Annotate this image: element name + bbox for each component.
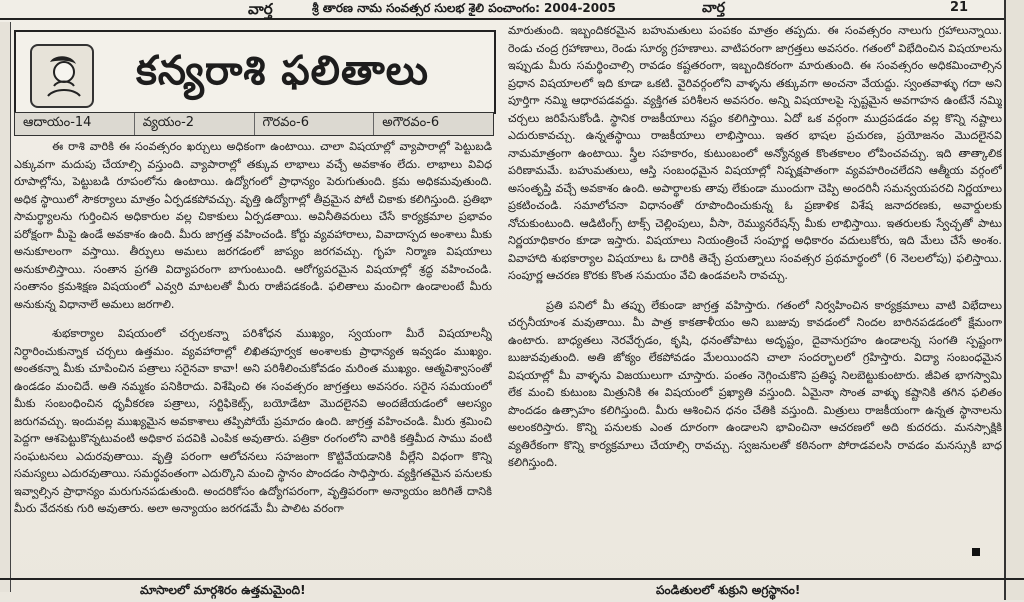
article-title: కన్యరాశి ఫలితాలు [136, 48, 429, 94]
article-end-mark [972, 548, 980, 556]
left-column [14, 138, 492, 568]
left-margin [0, 22, 11, 592]
honor-stat: గౌరవం-6 [255, 113, 375, 135]
paper-mark: వార్త [702, 0, 725, 16]
page-footer [0, 578, 1024, 602]
article-title-box [14, 30, 496, 114]
page-number: 21 [950, 0, 969, 15]
income-stat: ఆదాయం-14 [15, 113, 135, 135]
left-paragraph: శుభకార్యాల విషయంలో చర్చలకన్నా పరిశోధన ముఖ్యం, స్వయంగా మీరే విషయాలన్నీ నిర్ధారించుకున్నాక చర్చలు ఉత్తమం. వ్యవహారాల్లో లిఖితపూర్వక అంశాలకు ప్రాధాన్యత ఇవ్వడం ముఖ్యం. అంతకన్నా మీకు చూపించిన పత్రాలు సరైనవా కావా! అని పరిశీలించుకోవడం మరింత ముఖ్యం. ఆత్మవిశ్వాసంతో ఉండడం మంచిదే. అతి నమ్మకం పనికిరాదు. విశేషించి ఈ సంవత్సరం జాగ్రత్తలు అవసరం. సరైన సమయంలో మీకు సంబంధించిన ధృవీకరణ పత్రాలు, సర్టిఫికెట్స్, బయోడేటా మొదలైనవి అందజేయడంలో ఆలస్యం జరుగవచ్చు. ఇందువల్ల ముఖ్యమైన అవకాశాలు తప్పిపోయే ప్రమాదం ఉంది. జాగ్రత్త వహించండి. మీరు శ్రమించి పెద్దగా ఆశపెట్టుకొన్నటువంటి అధికార పదవికి ఎంపిక అవుతారు. పత్రికా రంగంలోని వారికి కత్తిమీద సాము వంటి సంఘటనలు ఎదురవుతాయి. వృత్తి పరంగా ఆలోచనలు సహజంగా కొట్టివేయడానికి వీల్లేని విధంగా కొన్ని సమస్యలు ఎదురవుతాయి. సమర్థవంతంగా ఎదుర్కొని మంచి స్థానం పొందడం సాధిస్తారు. వ్యక్తిగతమైన పనులకు ఇవ్వాల్సిన ప్రాధాన్యం మరుగునపడుతుంది. అందరికోసం ఉద్యోగపరంగా, వృత్తిపరంగా అన్యాయం జరిగితే దానికి మీరు వేదనకు గురి అవుతారు. అలా అన్యాయం జరగడమే మీ పాలిట వరంగా [14, 327, 492, 515]
expense-stat: వ్యయం-2 [135, 113, 255, 135]
right-paragraph: ప్రతి పనిలో మీ తప్పు లేకుండా జాగ్రత్త వహిస్తారు. గతంలో నిర్వహించిన కార్యక్రమాలు వాటి విభేదాలు చర్చనీయాంశ మవుతాయి. మీ పాత్ర కాకతాళీయం అని బుజువు కావడంలో నిందల బారినపడడంలో క్షేమంగా ఉంటారు. బాధ్యతలు నెరవేర్చడం, కృషి, ధనంతోపాటు అదృష్టం, దైవానుగ్రహం ఉండాలన్న సంగతి స్పష్టంగా బుజువవుతుంది. అతి జోక్యం లేకపోవడం మేలయిందని చాలా సందర్భాలలో గ్రహిస్తారు. విద్యా సంబంధమైన విషయాల్లో మీ వాళ్ళను విజయులుగా చూస్తారు. పంతం నెగ్గించుకొని ప్రతిష్ఠ నిలబెట్టుకుంటారు. జీవిత భాగస్వామి లేక మంచి కుటుంబ మిత్రునికి ఈ విషయంలో ప్రఖ్యాతి వస్తుంది. ఏమైనా సొంత వాళ్ళు కష్టానికి తగిన ఫలితం పొందడం ఉత్సాహం కలిగిస్తుంది. మీరు ఆశించిన ధనం చేతికి వస్తుంది. మిత్రులు రాజకీయంగా ఉన్నత స్థానాలను అలంకరిస్తారు. కొన్ని పనులకు ఎంత దూరంగా ఉండాలని భావించినా ఆచరణలో అది కుదరదు. మనస్సాక్షికి వ్యతిరేకంగా కొన్ని కార్యక్రమాలు చేయాల్సి రావచ్చు. స్వజనులతో కఠినంగా పోరాడవలసి రావడం మనస్సుకి బాధ కలిగిస్తుంది. [508, 298, 1002, 469]
left-paragraph: ఈ రాశి వారికి ఈ సంవత్సరం ఖర్చులు అధికంగా ఉంటాయి. చాలా విషయాల్లో వ్యాపారాల్లో పెట్టుబడి ఎక్కువగా మదుపు చేయాల్సి వస్తుంది. వ్యాపారాల్లో తక్కువ లాభాలు వచ్చే అవకాశం లేదు. లాభాలు వివిధ రూపాల్లోను, పెట్టుబడి రూపంలోను ఉంటాయి. ఉద్యోగంలో ప్రాధాన్యం పెరుగుతుంది. క్రమ అధికమవుతుంది. అధిక స్థాయిలో సౌకర్యాలు మాత్రం ఏర్పడకపోవచ్చు. వృత్తి ఉద్యోగాల్లో తీవ్రమైన పోటీ చికాకు కలిగిస్తుంది. ప్రతిభా సామర్థ్యాలను గుర్తించిన అధికారుల వల్ల చికాకులు ఏర్పడతాయి. అవినీతివరులు చేసే కార్యక్రమాల ప్రభావం పరోక్షంగా మీపై ఉండే అవకాశం ఉంది. మీరు జాగ్రత్త వహించండి. కోర్టు వ్యవహారాలు, వివాదాస్పద అంశాలు మీకు అనుకూలంగా వస్తాయి. తీర్పులు అమలు జరగడంలో జాప్యం జరగవచ్చు. గృహ నిర్మాణ విషయాలు అనుకూలిస్తాయి. సంతాన ప్రగతి విద్యాపరంగా బాగుంటుంది. ఆరోగ్యపరమైన విషయాల్లో శ్రద్ధ వహించండి. సంతానం క్రమశిక్షణ విషయంలో ఎవ్వరి మాటలతో మీరు రాజీపడకండి. ఫలితాలు మంచిగా ఉండాలంటే మీరు అనుకున్న విధానాలే అమలు జరగాలి. [14, 140, 492, 311]
footer-left-note: మాసాలలో మార్గశిరం ఉత్తమమైంది! [140, 583, 306, 597]
right-margin [1004, 0, 1024, 600]
right-paragraph: మారుతుంది. ఇబ్బందికరమైన బహుమతులు పంపకం మాత్రం తప్పదు. ఈ సంవత్సరం నాలుగు గ్రహాలున్నాయి. రెండు చంద్ర గ్రహాణాలు, రెండు సూర్య గ్రహణాలు. వాటిపరంగా జాగ్రత్తలు అవసరం. గతంలో విభేదించిన విషయాలను ఇప్పుడు మీరు సమర్థించాల్సి రావడం కష్టతరంగా, ఇబ్బందికరంగా మారుతుంది. ఈ సంవత్సరం అధికమించాల్సిన ప్రధాన విషయాలలో ఇది కూడా ఒకటి. వైరివర్గంలోని వాళ్ళను తక్కువగా అంచనా వేయద్దు. స్వంతవాళ్ళు గదా అని పూర్తిగా నమ్మి ఆధారపడవద్దు. వ్యక్తిగత పరిశీలన అవసరం. అన్ని విషయాలపై స్పష్టమైన అవగాహన ఉంటేనే నమ్మి చర్చలు జరిపేసుకోండి. స్థానిక రాజకీయాలు నష్టం కలిగిస్తాయి. ఏదో ఒక వర్గంగా ముద్రపడడం వల్ల కొన్ని నష్టాలు ఎదురుకావచ్చు. ఉన్నతస్థాయి రాజకీయాలు లాభిస్తాయి. ఇతర భాషల ప్రచురణ, ప్రయోజనం మొదలైనవి నామమాత్రంగా ఉంటాయి. స్త్రీల సహకారం, కుటుంబంలో అన్యోన్యత కొంతకాలం లోపించవచ్చు. ఇది తాత్కాలిక పరిణామమే. బహుమతులు, ఆస్తి సంబంధమైన విషయాల్లో నిష్పక్షపాతంగా వ్యవహరించలేదని ఆత్మీయ వర్గంలో అసంతృప్తి వచ్చే అవకాశం ఉంది. అపార్థాలకు తావు లేకుండా ముందుగా చెప్పి అందరినీ సమన్వయపరచి నిర్ణయాలు ప్రకటించండి. సమాలోచనా విధానంతో రూపొందించుకున్న ఓ ప్రణాళిక విశేష జనాదరణకు, అవార్డులకు నోచుకుంటుంది. ఆడిటింగ్స్ టాక్స్ చెల్లింపులు, వీసా, రెమ్యునరేషన్స్ మీకు లాభిస్తాయి. ఇతరులకు స్వేచ్ఛతో పాటు నిర్ణయాధికారం కూడా ఇస్తారు. విషయాలు నియంత్రించే సంపూర్ణ అధికారం వదులుకోరు, ఇది మేలు చేసే అంశం. వివాహాది శుభకార్యాల విషయాలు ఓ దారికి తెచ్చే ప్రయత్నాలు సంవత్సర ప్రథమార్థంలో (6 నెలలలోపు) ఫలిస్తాయి. సంపూర్ణ ఆచరణ కొరకు కొంత సమయం వేచి ఉండవలసి రావచ్చు. [508, 24, 1002, 282]
virgo-maiden-icon [30, 44, 94, 108]
page-header [0, 0, 1024, 20]
header-tagline: శ్రీ తారణ నామ సంవత్సర సులభ శైలి పంచాంగం: 2004-2005 [312, 1, 616, 15]
dishonor-stat: అగౌరవం-6 [382, 115, 440, 130]
brand-name: వార్త [248, 0, 273, 18]
stats-strip [14, 112, 494, 136]
right-column [508, 22, 1002, 562]
footer-right-note: పండితులలో శుక్రుని అగ్రస్థానం! [656, 583, 801, 597]
